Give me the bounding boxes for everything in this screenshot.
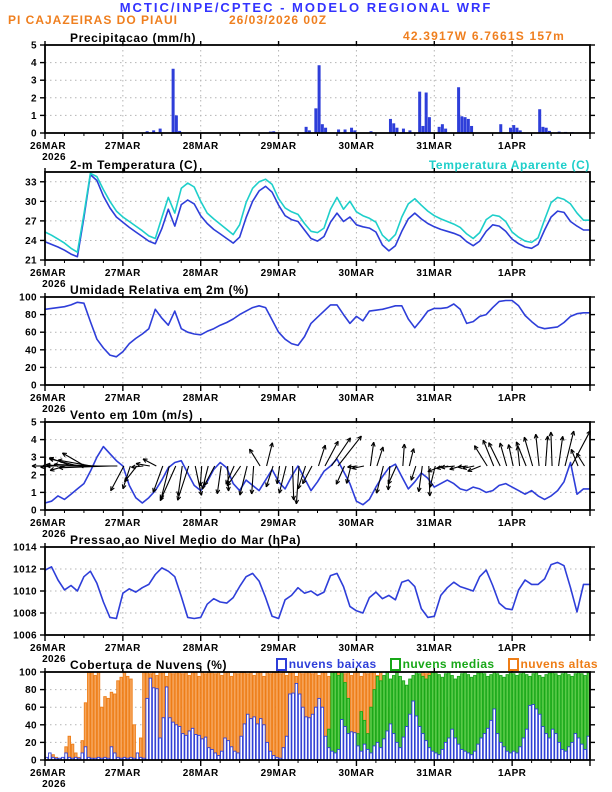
station-coordinates: 42.3917W 6.7661S 157m — [403, 29, 565, 43]
svg-text:29MAR: 29MAR — [260, 518, 297, 529]
svg-text:0: 0 — [31, 380, 37, 392]
svg-text:1008: 1008 — [13, 608, 37, 620]
svg-text:2: 2 — [31, 93, 37, 105]
svg-text:2026: 2026 — [42, 529, 66, 540]
svg-text:31MAR: 31MAR — [416, 141, 453, 152]
svg-text:26MAR: 26MAR — [30, 141, 66, 152]
svg-text:5: 5 — [31, 40, 37, 52]
svg-text:31MAR: 31MAR — [416, 518, 453, 529]
svg-text:100: 100 — [19, 667, 37, 679]
svg-text:3: 3 — [31, 452, 37, 464]
svg-text:28MAR: 28MAR — [182, 141, 219, 152]
legend-item-high-clouds — [508, 657, 599, 671]
svg-text:1: 1 — [31, 110, 37, 122]
panel-title-apparent-temperature: Temperatura Aparente (C) — [428, 158, 590, 172]
svg-text:29MAR: 29MAR — [260, 141, 297, 152]
svg-text:28MAR: 28MAR — [182, 518, 219, 529]
wind-10m-plot — [30, 418, 595, 541]
svg-text:40: 40 — [25, 345, 37, 357]
svg-text:30MAR: 30MAR — [338, 643, 375, 654]
legend-label-mid-clouds: nuvens medias — [402, 657, 495, 671]
svg-text:40: 40 — [25, 720, 37, 732]
svg-text:80: 80 — [25, 685, 37, 697]
temperature-2m-plot — [25, 168, 595, 290]
svg-text:1APR: 1APR — [498, 141, 527, 152]
svg-text:1APR: 1APR — [498, 768, 527, 779]
svg-text:2026: 2026 — [42, 152, 66, 163]
svg-text:26MAR: 26MAR — [30, 268, 66, 279]
svg-text:26MAR: 26MAR — [30, 518, 66, 529]
svg-text:28MAR: 28MAR — [182, 643, 219, 654]
svg-text:27MAR: 27MAR — [104, 518, 141, 529]
svg-text:28MAR: 28MAR — [182, 268, 219, 279]
svg-text:1APR: 1APR — [498, 518, 527, 529]
svg-text:27MAR: 27MAR — [104, 768, 141, 779]
svg-text:1012: 1012 — [13, 564, 37, 576]
svg-text:60: 60 — [25, 327, 37, 339]
page-title: MCTIC/INPE/CPTEC - MODELO REGIONAL WRF — [119, 0, 493, 15]
svg-text:3: 3 — [31, 75, 37, 87]
legend-item-low-clouds — [276, 657, 377, 671]
svg-text:27MAR: 27MAR — [104, 141, 141, 152]
panel-title-temperature: 2-m Temperatura (C) — [70, 158, 198, 172]
svg-text:26MAR: 26MAR — [30, 768, 66, 779]
svg-text:29MAR: 29MAR — [260, 768, 297, 779]
svg-text:1010: 1010 — [13, 586, 37, 598]
svg-text:30MAR: 30MAR — [338, 768, 375, 779]
svg-text:0: 0 — [31, 128, 37, 140]
legend-item-mid-clouds — [390, 657, 495, 671]
low-clouds-swatch-icon — [276, 658, 287, 671]
svg-text:2026: 2026 — [42, 404, 66, 415]
svg-text:29MAR: 29MAR — [260, 643, 297, 654]
cloud-cover-plot — [19, 668, 595, 791]
svg-text:26MAR: 26MAR — [30, 393, 66, 404]
relative-humidity-2m-plot — [19, 293, 595, 416]
svg-text:31MAR: 31MAR — [416, 768, 453, 779]
legend-label-low-clouds: nuvens baixas — [288, 657, 377, 671]
svg-text:28MAR: 28MAR — [182, 768, 219, 779]
high-clouds-swatch-icon — [508, 658, 519, 671]
svg-text:27MAR: 27MAR — [104, 643, 141, 654]
svg-text:4: 4 — [31, 58, 37, 70]
panel-title-humidity: Umidade Relativa em 2m (%) — [70, 283, 249, 297]
svg-text:4: 4 — [31, 435, 37, 447]
svg-text:30MAR: 30MAR — [338, 518, 375, 529]
precipitation-plot — [30, 41, 595, 164]
svg-text:2: 2 — [31, 470, 37, 482]
panel-title-pressure: Pressao ao Nivel Medio do Mar (hPa) — [70, 533, 302, 547]
svg-text:1014: 1014 — [13, 542, 37, 554]
svg-text:30MAR: 30MAR — [338, 141, 375, 152]
model-run-datetime: 26/03/2026 00Z — [229, 13, 328, 27]
svg-text:27: 27 — [25, 216, 37, 228]
svg-text:31MAR: 31MAR — [416, 268, 453, 279]
panel-title-cloud-cover: Cobertura de Nuvens (%) — [70, 658, 228, 672]
svg-text:80: 80 — [25, 310, 37, 322]
svg-text:5: 5 — [31, 417, 37, 429]
svg-text:26MAR: 26MAR — [30, 643, 66, 654]
svg-text:30MAR: 30MAR — [338, 393, 375, 404]
svg-text:60: 60 — [25, 702, 37, 714]
mslp-plot — [13, 543, 595, 666]
svg-text:24: 24 — [25, 235, 37, 247]
svg-text:31MAR: 31MAR — [416, 393, 453, 404]
svg-text:21: 21 — [25, 255, 37, 267]
svg-text:0: 0 — [31, 505, 37, 517]
svg-text:27MAR: 27MAR — [104, 393, 141, 404]
svg-text:1006: 1006 — [13, 630, 37, 642]
svg-text:29MAR: 29MAR — [260, 268, 297, 279]
svg-text:27MAR: 27MAR — [104, 268, 141, 279]
legend-label-high-clouds: nuvens altas — [520, 657, 598, 671]
svg-text:1APR: 1APR — [498, 268, 527, 279]
panel-title-precipitation: Precipitacao (mm/h) — [70, 31, 197, 45]
svg-text:2026: 2026 — [42, 654, 66, 665]
svg-text:20: 20 — [25, 737, 37, 749]
mid-clouds-swatch-icon — [390, 658, 401, 671]
svg-text:31MAR: 31MAR — [416, 643, 453, 654]
svg-text:1: 1 — [31, 487, 37, 499]
svg-text:2026: 2026 — [42, 779, 66, 790]
panel-title-wind: Vento em 10m (m/s) — [70, 408, 194, 422]
svg-text:33: 33 — [25, 177, 37, 189]
svg-text:30: 30 — [25, 196, 37, 208]
svg-text:28MAR: 28MAR — [182, 393, 219, 404]
svg-text:30MAR: 30MAR — [338, 268, 375, 279]
svg-text:2026: 2026 — [42, 279, 66, 290]
svg-text:20: 20 — [25, 362, 37, 374]
svg-text:1APR: 1APR — [498, 643, 527, 654]
svg-text:0: 0 — [31, 755, 37, 767]
svg-text:100: 100 — [19, 292, 37, 304]
svg-text:1APR: 1APR — [498, 393, 527, 404]
station-name: PI CAJAZEIRAS DO PIAUI — [8, 13, 179, 27]
svg-text:29MAR: 29MAR — [260, 393, 297, 404]
cloud-legend — [268, 657, 598, 671]
